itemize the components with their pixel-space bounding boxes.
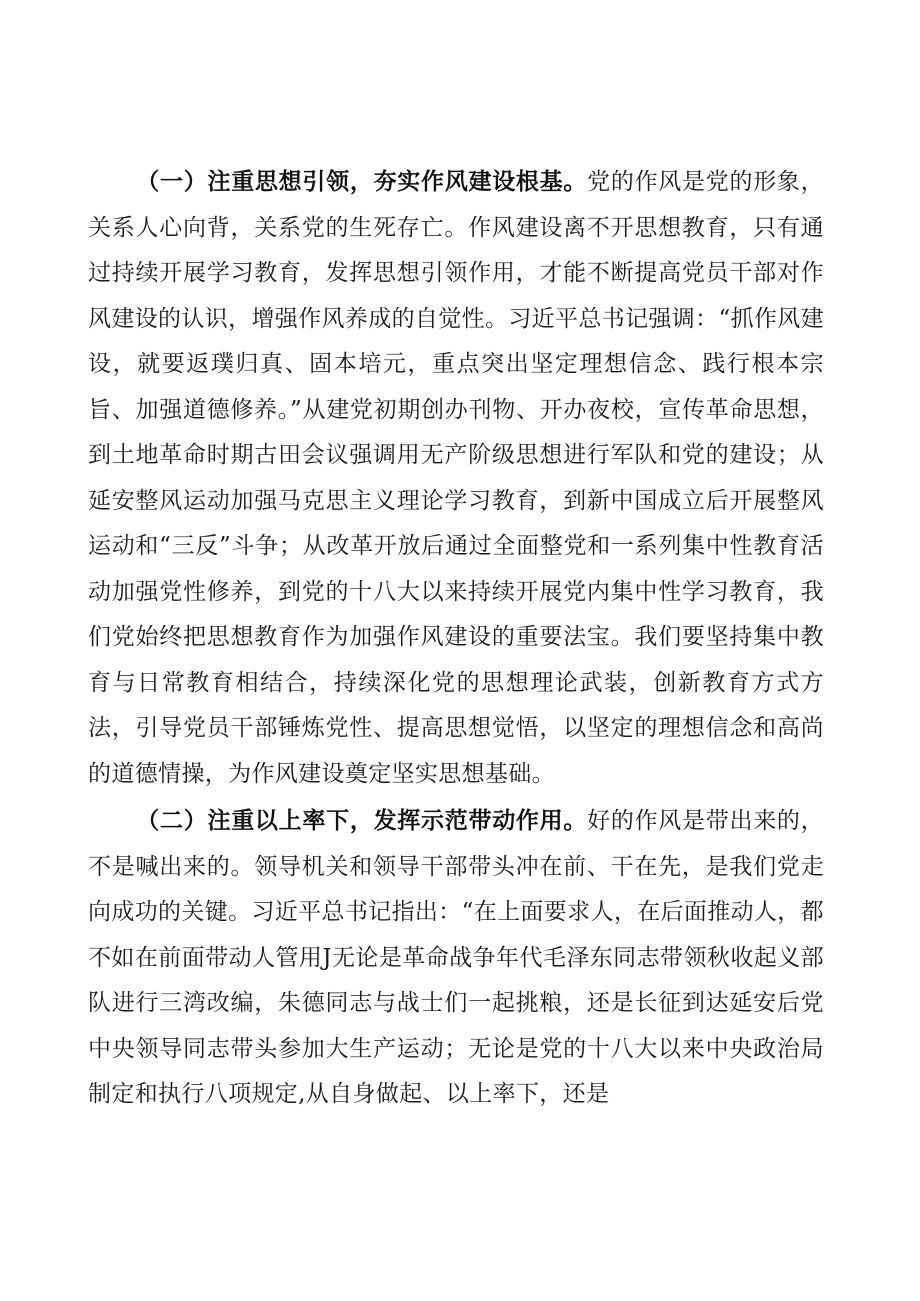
document-body	[88, 160, 824, 1120]
paragraph-1-heading: （一）注重思想引领，夯实作风建设根基。	[136, 169, 588, 195]
paragraph-2-heading: （二）注重以上率下，发挥示范带动作用。	[136, 808, 588, 834]
paragraph-1	[88, 160, 824, 797]
paragraph-2-text: 好的作风是带出来的，不是喊出来的。领导机关和领导干部带头冲在前、干在先，是我们党走向成功的关键。习近平总书记指出：“在上面要求人，在后面推动人，都不如在前面带动人管用J无论是革命战争年代毛泽东同志带领秋收起义部队进行三湾改编，朱德同志与战士们一起挑粮，还是长征到达延安后党中央领导同志带头参加大生产运动；无论是党的十八大以来中央政治局制定和执行八项规定,从自身做起、以上率下，还是	[88, 808, 824, 1107]
paragraph-1-text: 党的作风是党的形象，关系人心向背，关系党的生死存亡。作风建设离不开思想教育，只有通过持续开展学习教育，发挥思想引领作用，才能不断提高党员干部对作风建设的认识，增强作风养成的自觉性。习近平总书记强调：“抓作风建设，就要返璞归真、固本培元，重点突出坚定理想信念、践行根本宗旨、加强道德修养。”从建党初期创办刊物、开办夜校，宣传革命思想，到土地革命时期古田会议强调用无产阶级思想进行军队和党的建设；从延安整风运动加强马克思主义理论学习教育，到新中国成立后开展整风运动和“三反”斗争；从改革开放后通过全面整党和一系列集中性教育活动加强党性修养，到党的十八大以来持续开展党内集中性学习教育，我们党始终把思想教育作为加强作风建设的重要法宝。我们要坚持集中教育与日常教育相结合，持续深化党的思想理论武装，创新教育方式方法，引导党员干部锤炼党性、提高思想觉悟，以坚定的理想信念和高尚的道德情操，为作风建设奠定坚实思想基础。	[88, 169, 824, 787]
paragraph-2	[88, 799, 824, 1118]
